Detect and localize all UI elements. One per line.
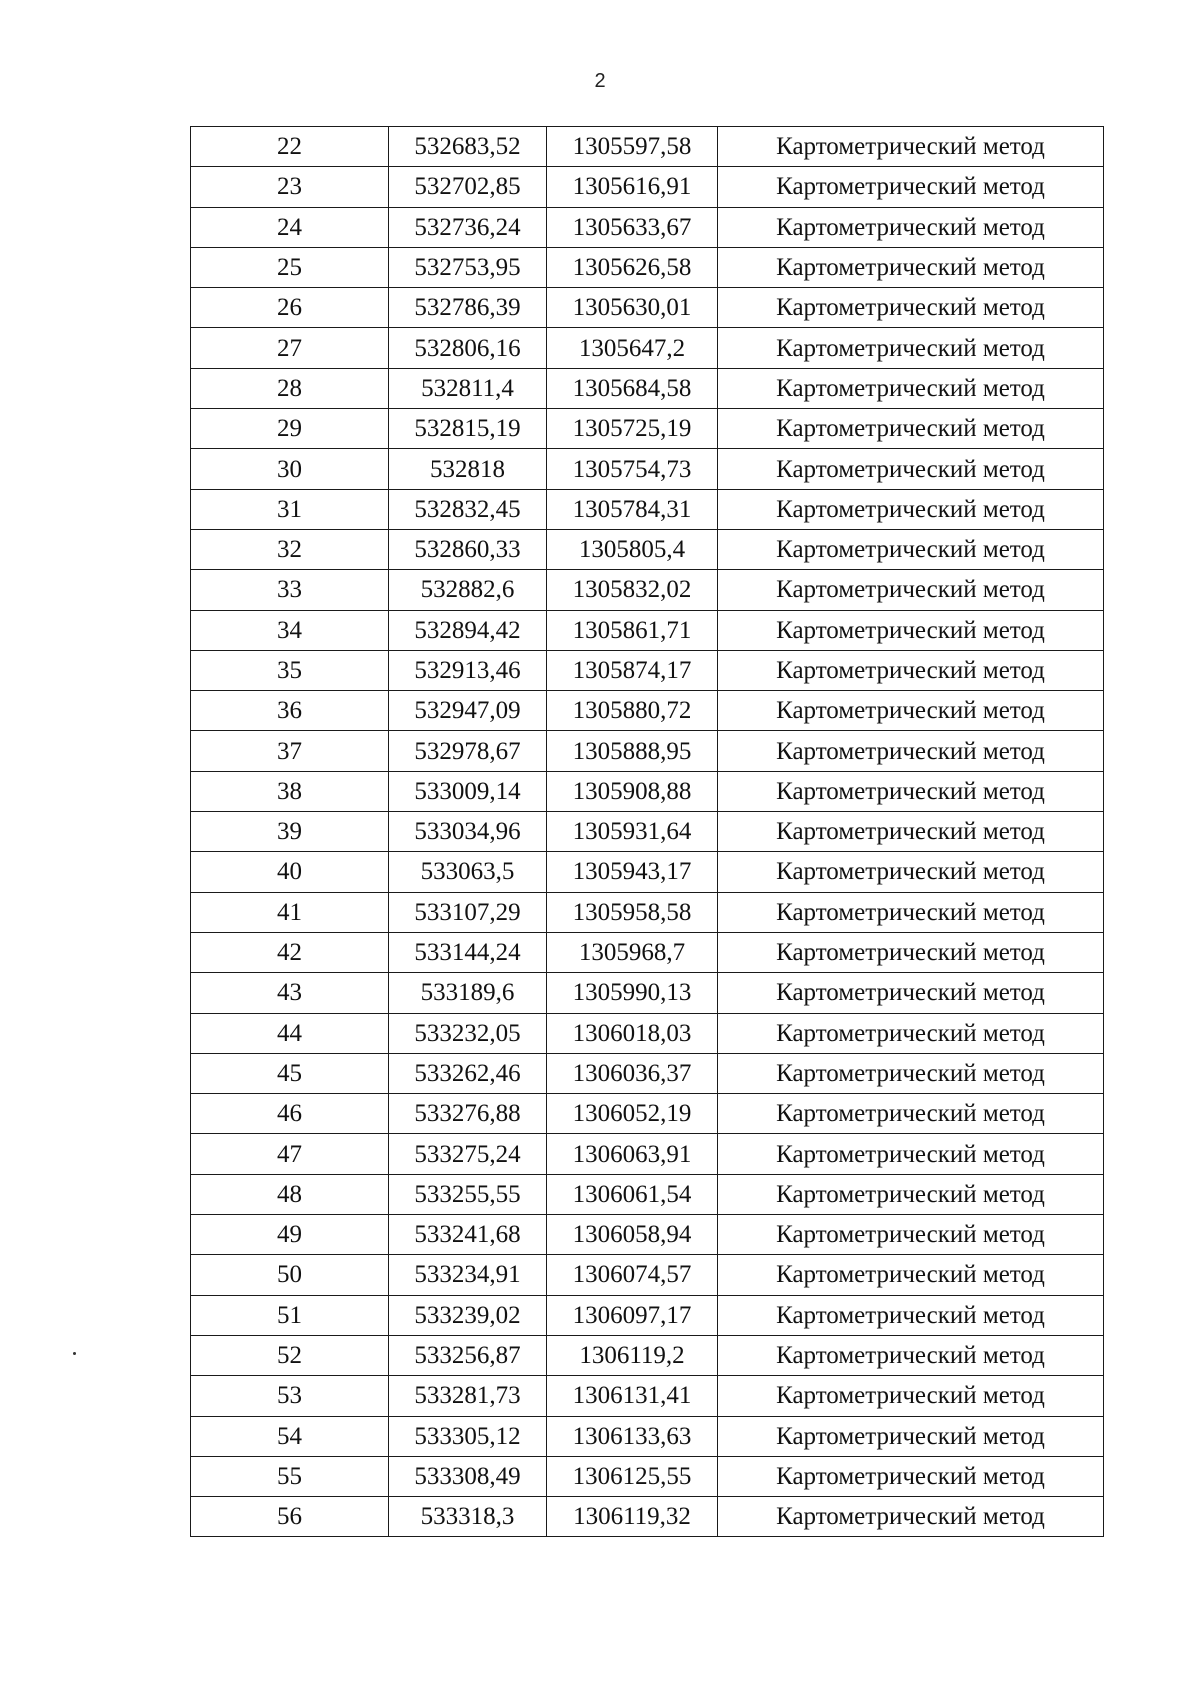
table-row [191,288,1104,328]
method-cell: Картометрический метод [718,207,1104,247]
method-cell: Картометрический метод [718,610,1104,650]
table-row [191,1497,1104,1537]
table-row [191,409,1104,449]
x-coordinate-cell: 533255,55 [389,1174,547,1214]
method-cell: Картометрический метод [718,1416,1104,1456]
x-coordinate-cell: 533305,12 [389,1416,547,1456]
point-number-cell: 34 [191,610,389,650]
point-number-cell: 48 [191,1174,389,1214]
x-coordinate-cell: 533308,49 [389,1456,547,1496]
x-coordinate-cell: 533275,24 [389,1134,547,1174]
method-cell: Картометрический метод [718,1174,1104,1214]
x-coordinate-cell: 532753,95 [389,247,547,287]
table-row [191,449,1104,489]
y-coordinate-cell: 1306074,57 [547,1255,718,1295]
y-coordinate-cell: 1305943,17 [547,852,718,892]
table-row [191,247,1104,287]
stray-ink-mark [73,1352,76,1355]
x-coordinate-cell: 532978,67 [389,731,547,771]
x-coordinate-cell: 532913,46 [389,650,547,690]
method-cell: Картометрический метод [718,1456,1104,1496]
method-cell: Картометрический метод [718,1255,1104,1295]
method-cell: Картометрический метод [718,489,1104,529]
y-coordinate-cell: 1306125,55 [547,1456,718,1496]
y-coordinate-cell: 1305626,58 [547,247,718,287]
table-row [191,812,1104,852]
y-coordinate-cell: 1305832,02 [547,570,718,610]
x-coordinate-cell: 532786,39 [389,288,547,328]
table-row [191,127,1104,167]
method-cell: Картометрический метод [718,1134,1104,1174]
x-coordinate-cell: 532947,09 [389,691,547,731]
point-number-cell: 25 [191,247,389,287]
point-number-cell: 56 [191,1497,389,1537]
y-coordinate-cell: 1306097,17 [547,1295,718,1335]
table-row [191,650,1104,690]
point-number-cell: 50 [191,1255,389,1295]
x-coordinate-cell: 533034,96 [389,812,547,852]
method-cell: Картометрический метод [718,328,1104,368]
method-cell: Картометрический метод [718,731,1104,771]
table-row [191,1053,1104,1093]
x-coordinate-cell: 532702,85 [389,167,547,207]
y-coordinate-cell: 1305633,67 [547,207,718,247]
y-coordinate-cell: 1305874,17 [547,650,718,690]
x-coordinate-cell: 533256,87 [389,1335,547,1375]
y-coordinate-cell: 1306133,63 [547,1416,718,1456]
method-cell: Картометрический метод [718,1094,1104,1134]
point-number-cell: 30 [191,449,389,489]
table-row [191,771,1104,811]
point-number-cell: 35 [191,650,389,690]
x-coordinate-cell: 533239,02 [389,1295,547,1335]
table-row [191,489,1104,529]
table-row [191,1335,1104,1375]
point-number-cell: 23 [191,167,389,207]
table-row [191,731,1104,771]
point-number-cell: 29 [191,409,389,449]
method-cell: Картометрический метод [718,852,1104,892]
table-row [191,892,1104,932]
method-cell: Картометрический метод [718,650,1104,690]
table-row [191,1456,1104,1496]
table-row [191,610,1104,650]
method-cell: Картометрический метод [718,570,1104,610]
point-number-cell: 52 [191,1335,389,1375]
y-coordinate-cell: 1305684,58 [547,368,718,408]
y-coordinate-cell: 1305880,72 [547,691,718,731]
y-coordinate-cell: 1305958,58 [547,892,718,932]
point-number-cell: 43 [191,973,389,1013]
y-coordinate-cell: 1305888,95 [547,731,718,771]
x-coordinate-cell: 533063,5 [389,852,547,892]
table-row [191,691,1104,731]
x-coordinate-cell: 533232,05 [389,1013,547,1053]
method-cell: Картометрический метод [718,1376,1104,1416]
y-coordinate-cell: 1306119,2 [547,1335,718,1375]
table-row [191,368,1104,408]
y-coordinate-cell: 1305990,13 [547,973,718,1013]
x-coordinate-cell: 532736,24 [389,207,547,247]
method-cell: Картометрический метод [718,449,1104,489]
y-coordinate-cell: 1306036,37 [547,1053,718,1093]
table-row [191,167,1104,207]
x-coordinate-cell: 532815,19 [389,409,547,449]
method-cell: Картометрический метод [718,1215,1104,1255]
table-row [191,1013,1104,1053]
table-row [191,1215,1104,1255]
method-cell: Картометрический метод [718,973,1104,1013]
x-coordinate-cell: 532832,45 [389,489,547,529]
y-coordinate-cell: 1306131,41 [547,1376,718,1416]
x-coordinate-cell: 533241,68 [389,1215,547,1255]
x-coordinate-cell: 532894,42 [389,610,547,650]
method-cell: Картометрический метод [718,1013,1104,1053]
point-number-cell: 45 [191,1053,389,1093]
method-cell: Картометрический метод [718,127,1104,167]
y-coordinate-cell: 1305784,31 [547,489,718,529]
table-row [191,1134,1104,1174]
point-number-cell: 28 [191,368,389,408]
table-row [191,1416,1104,1456]
x-coordinate-cell: 532860,33 [389,529,547,569]
point-number-cell: 42 [191,932,389,972]
method-cell: Картометрический метод [718,1335,1104,1375]
y-coordinate-cell: 1305616,91 [547,167,718,207]
table-row [191,973,1104,1013]
method-cell: Картометрический метод [718,409,1104,449]
y-coordinate-cell: 1305908,88 [547,771,718,811]
x-coordinate-cell: 533009,14 [389,771,547,811]
table-row [191,207,1104,247]
coordinates-table [190,126,1104,1537]
y-coordinate-cell: 1305968,7 [547,932,718,972]
x-coordinate-cell: 533144,24 [389,932,547,972]
y-coordinate-cell: 1305725,19 [547,409,718,449]
y-coordinate-cell: 1305630,01 [547,288,718,328]
method-cell: Картометрический метод [718,1053,1104,1093]
y-coordinate-cell: 1305861,71 [547,610,718,650]
x-coordinate-cell: 532806,16 [389,328,547,368]
table-row [191,1295,1104,1335]
coordinates-table-body [191,127,1104,1537]
x-coordinate-cell: 533107,29 [389,892,547,932]
method-cell: Картометрический метод [718,932,1104,972]
point-number-cell: 53 [191,1376,389,1416]
point-number-cell: 55 [191,1456,389,1496]
y-coordinate-cell: 1306063,91 [547,1134,718,1174]
x-coordinate-cell: 533318,3 [389,1497,547,1537]
method-cell: Картометрический метод [718,812,1104,852]
point-number-cell: 22 [191,127,389,167]
table-row [191,529,1104,569]
point-number-cell: 49 [191,1215,389,1255]
y-coordinate-cell: 1305754,73 [547,449,718,489]
method-cell: Картометрический метод [718,247,1104,287]
point-number-cell: 36 [191,691,389,731]
point-number-cell: 40 [191,852,389,892]
table-row [191,1094,1104,1134]
method-cell: Картометрический метод [718,529,1104,569]
y-coordinate-cell: 1306052,19 [547,1094,718,1134]
x-coordinate-cell: 532818 [389,449,547,489]
table-row [191,852,1104,892]
method-cell: Картометрический метод [718,771,1104,811]
point-number-cell: 41 [191,892,389,932]
y-coordinate-cell: 1306119,32 [547,1497,718,1537]
y-coordinate-cell: 1306018,03 [547,1013,718,1053]
page-number: 2 [594,70,606,92]
x-coordinate-cell: 533281,73 [389,1376,547,1416]
point-number-cell: 27 [191,328,389,368]
x-coordinate-cell: 532683,52 [389,127,547,167]
x-coordinate-cell: 533276,88 [389,1094,547,1134]
method-cell: Картометрический метод [718,1497,1104,1537]
point-number-cell: 38 [191,771,389,811]
point-number-cell: 54 [191,1416,389,1456]
x-coordinate-cell: 533234,91 [389,1255,547,1295]
point-number-cell: 44 [191,1013,389,1053]
point-number-cell: 33 [191,570,389,610]
table-row [191,570,1104,610]
method-cell: Картометрический метод [718,892,1104,932]
method-cell: Картометрический метод [718,1295,1104,1335]
table-row [191,1255,1104,1295]
method-cell: Картометрический метод [718,167,1104,207]
point-number-cell: 46 [191,1094,389,1134]
point-number-cell: 51 [191,1295,389,1335]
method-cell: Картометрический метод [718,368,1104,408]
x-coordinate-cell: 532882,6 [389,570,547,610]
method-cell: Картометрический метод [718,691,1104,731]
y-coordinate-cell: 1305647,2 [547,328,718,368]
method-cell: Картометрический метод [718,288,1104,328]
point-number-cell: 39 [191,812,389,852]
point-number-cell: 31 [191,489,389,529]
x-coordinate-cell: 533189,6 [389,973,547,1013]
table-row [191,932,1104,972]
table-row [191,1376,1104,1416]
table-row [191,1174,1104,1214]
y-coordinate-cell: 1305597,58 [547,127,718,167]
y-coordinate-cell: 1305805,4 [547,529,718,569]
table-row [191,328,1104,368]
y-coordinate-cell: 1306058,94 [547,1215,718,1255]
point-number-cell: 47 [191,1134,389,1174]
y-coordinate-cell: 1305931,64 [547,812,718,852]
point-number-cell: 24 [191,207,389,247]
point-number-cell: 32 [191,529,389,569]
x-coordinate-cell: 533262,46 [389,1053,547,1093]
point-number-cell: 26 [191,288,389,328]
y-coordinate-cell: 1306061,54 [547,1174,718,1214]
point-number-cell: 37 [191,731,389,771]
x-coordinate-cell: 532811,4 [389,368,547,408]
